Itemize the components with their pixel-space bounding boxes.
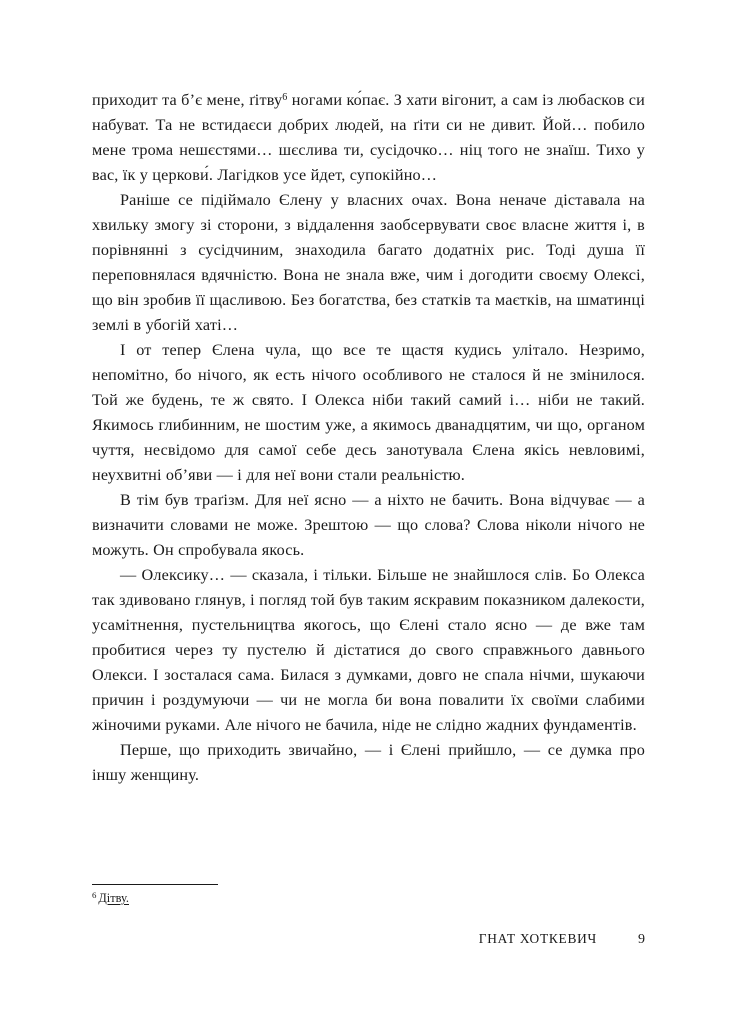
footnote-reference-marker[interactable]: 6 xyxy=(282,91,288,103)
footnote-number: 6 xyxy=(92,889,97,900)
footer-page-number: 9 xyxy=(638,932,645,947)
paragraph-oleksyku-dialogue: — Олексику… — сказала, і тільки. Більше не знайшлося слів. Бо Олекса так здивовано глянув, і погляд той був таким яскравим показником далекости, усамітнення, пустельництва якогось, що Єлені стало ясно — де вже там пробитися через ту пустелю й дістатися до свого справжнього давнього Олекси. І зосталася сама. Билася з думками, довго не спала нічми, шукаючи причин і роздумуючи — чи не могла би вона повалити їх своїми слабими жіночими руками. Але нічого не бачила, ніде не слідно жадних фундаментів. xyxy=(92,566,645,734)
paragraph-text-after-footnote-ref: ногами ко́пає. З хати вігонит, а сам із любасков си набуват. Та не встидаєси добрих людей, на ґіти си не дивит. Йой… побило мене трома нешєстями… шєслива ти, сусідочко… ніц того не знаїш. Тихо у вас, їк у церкови́. Лагідков усе йдет, супокійно… xyxy=(92,91,645,184)
running-footer xyxy=(92,931,645,948)
footnote-area xyxy=(92,884,492,906)
paragraph-i-ot-teper: І от тепер Єлена чула, що все те щастя кудись улітало. Незримо, непомітно, бо нічого, як есть нічого особливого не сталося й не змінилося. Той же будень, те ж свято. І Олекса ніби такий самий і… ніби не такий. Якимось глибинним, не шостим уже, а якимось дванадцятим, чи що, органом чуття, несвідомо для самої себе десь занотувала Єлена якісь невловимі, неухвитні об’яви — і для неї вони стали реальністю. xyxy=(92,341,645,484)
paragraph-pershe: Перше, що приходить звичайно, — і Єлені прийшло, — се думка про іншу женщину. xyxy=(92,741,645,784)
main-text-block xyxy=(92,88,645,788)
paragraph-text-before-footnote-ref: приходит та б’є мене, ґітву xyxy=(92,91,283,109)
paragraph-v-tim-buv: В тім був траґізм. Для неї ясно — а ніхто не бачить. Вона відчуває — а визначити словами не може. Зрештою — що слова? Слова ніколи нічого не можуть. Он спробувала якось. xyxy=(92,491,645,559)
footnote-entry xyxy=(92,890,492,906)
paragraph-ranishe: Раніше се підіймало Єлену у власних очах. Вона неначе діставала на хвильку змогу зі сторони, з віддалення заобсервувати своє власне життя і, в порівнянні з сусідчиним, знаходила багато додатніх рис. Тоді душа її переповнялася вдячністю. Вона не знала вже, чим і догодити своєму Олексі, що він зробив її щасливою. Без богатства, без статків та маєтків, на шматинці землі в убогій хаті… xyxy=(92,191,645,334)
paragraph-continued xyxy=(92,88,645,188)
footnote-text: Дітву. xyxy=(98,891,129,905)
footnote-separator-rule xyxy=(92,884,218,885)
footer-author-name: ГНАТ ХОТКЕВИЧ xyxy=(478,931,597,946)
